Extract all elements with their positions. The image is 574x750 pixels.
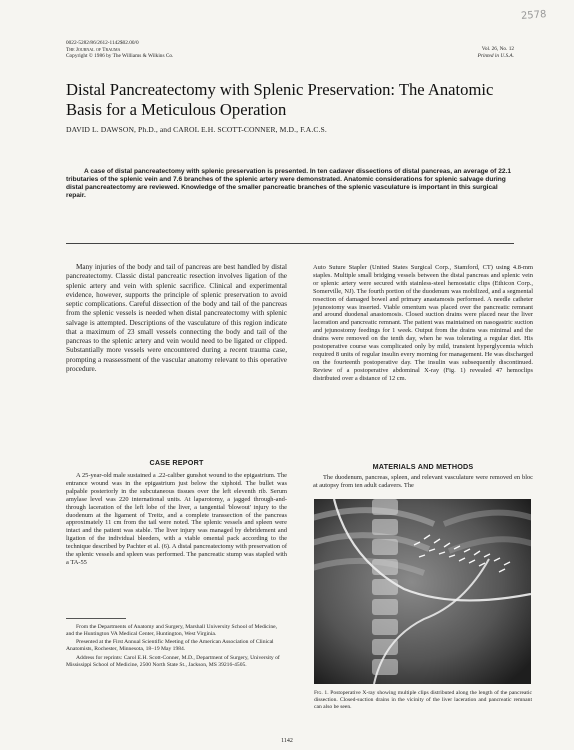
case-report-continued [313, 264, 533, 383]
footnotes [66, 624, 286, 670]
journal-volume: Vol. 26, No. 12 [481, 46, 514, 52]
methods-heading: MATERIALS AND METHODS [372, 462, 474, 471]
journal-name: The Journal of Trauma [66, 46, 121, 53]
methods-text: The duodenum, pancreas, spleen, and relevant vasculature were removed en bloc at autopsy from ten adult cadavers. The [313, 474, 533, 489]
intro-text: Many injuries of the body and tail of pancreas are best handled by distal pancreatectomy. Classic distal pancreatic resection involves ligation of the splenic artery and vein with splenic sacrifice. Clinical and experimental evidence, however, supports the principle of splenic preservation to avoid septic complications. Careful dissection of the body and tail of the pancreas from the splenic vessels is needed when distal pancreatectomy with splenic salvage is attempted. Descriptions of the vasculature of this region indicate that a maximum of 23 small vessels connecting the body and tail of the pancreas to the splenic artery and vein would need to be ligated or clipped. Substantially more vessels were encountered during a recent trauma case, prompting a reassessment of the vascular anatomy relevant to this operative procedure. [66, 263, 287, 373]
xray-image [314, 499, 531, 684]
intro-paragraph [66, 263, 287, 374]
footnote-affiliation: From the Departments of Anatomy and Surgery, Marshall University School of Medicine, and the Huntington VA Medical Center, Huntington, West Virginia. [66, 624, 278, 637]
article-abstract: A case of distal pancreatectomy with splenic preservation is presented. In ten cadaver dissections of distal pancreas, an average of 22.1 tributaries of the splenic vein and 7.6 branches of the splenic artery were demonstrated. Anatomic considerations for splenic salvage during distal pancreatectomy are reviewed. Knowledge of the smaller pancreatic branches of the splenic vasculature is important in this surgical repair. [66, 168, 512, 200]
figure-caption [314, 690, 532, 711]
journal-printed: Printed in U.S.A. [477, 52, 514, 59]
journal-copyright: Copyright © 1986 by The Williams & Wilkins Co. [66, 53, 174, 60]
footnote-divider [66, 618, 126, 619]
abstract-divider [66, 243, 514, 244]
case-report-text: A 25-year-old male sustained a .22-caliber gunshot wound to the epigastrium. The entrance wound was in the epigastrium just below the xiphoid. The bullet was palpable posteriorly in the subcutaneous tissues over the left eleventh rib. Serum amylase level was 220 international units. At laparotomy, a jagged through-and-through laceration of the left lobe of the liver, a tangential 'blowout' injury to the duodenum at the ligament of Treitz, and a complete transsection of the pancreas approximately 11 cm from the tail were noted. The splenic vessels and spleen were intact and the patient was stable. The liver injury was managed by debridement and ligation of the individual bleeders, with a viable omental pack according to the technique described by Pachter et al. (6). A distal pancreatectomy with preservation of the splenic vessels and spleen was performed. The pancreatic stump was stapled with a TA-55 [66, 472, 287, 566]
journal-volume-block [478, 46, 514, 59]
journal-header [66, 40, 173, 60]
figure-label: Fig. 1. [314, 690, 329, 696]
article-authors: DAVID L. DAWSON, Ph.D., and CAROL E.H. SCOTT-CONNER, M.D., F.A.C.S. [66, 125, 327, 134]
handwritten-number: 2578 [520, 9, 547, 22]
article-title: Distal Pancreatectomy with Splenic Preservation: The Anatomic Basis for a Meticulous Operation [66, 80, 494, 119]
figure-caption-text: Postoperative X-ray showing multiple clips distributed along the length of the pancreatic dissection. Closed-suction drains in the vicinity of the liver laceration and pancreatic remnant can also be seen. [314, 690, 533, 710]
case-report-heading: CASE REPORT [149, 458, 204, 467]
xray-figure [314, 499, 531, 684]
case-report-body [66, 472, 287, 567]
footnote-reprints: Address for reprints: Carol E.H. Scott-Conner, M.D., Department of Surgery, University of Mississippi School of Medicine, 2500 North State St., Jackson, MS 39216-4505. [66, 654, 280, 668]
page-number: 1142 [281, 738, 293, 744]
methods-body [313, 474, 533, 490]
journal-code: 0022-5282/86/2612-1142$02.00/0 [66, 40, 139, 46]
footnote-presentation: Presented at the First Annual Scientific Meeting of the American Association of Clinical Anatomists, Rochester, Minnesota, 18–19 May 1984. [66, 639, 274, 653]
continuation-text: Auto Suture Stapler (United States Surgical Corp., Stamford, CT) using 4.8-mm staples. Multiple small bridging vessels between the distal pancreas and splenic vein or splenic artery were secured with stainless-steel hemostatic clips (Ethicon Corp., Somerville, NJ). The fourth portion of the duodenum was mobilized, and a segmental resection of damaged bowel and primary anastamosis performed. A needle catheter jejunostomy was inserted. Viable omentum was placed over the pancreatic remnant and around duodenal anastomosis. Closed suction drains were placed near the liver laceration and pancreatic remnant. The patient was maintained on nasogastric suction and jejunostomy feedings for 1 week. Output from the drains was minimal and the drains were removed on the tenth day, when he was tolerating a regular diet. His postoperative course was complicated only by mild, transient hyperglycemia which required 8 units of regular insulin every morning for management. He was discharged on the fourteenth postoperative day. The insulin was subsequently discontinued. Review of a postoperative abdominal X-ray (Fig. 1) revealed 47 hemoclips distributed over a distance of 12 cm. [313, 264, 533, 382]
